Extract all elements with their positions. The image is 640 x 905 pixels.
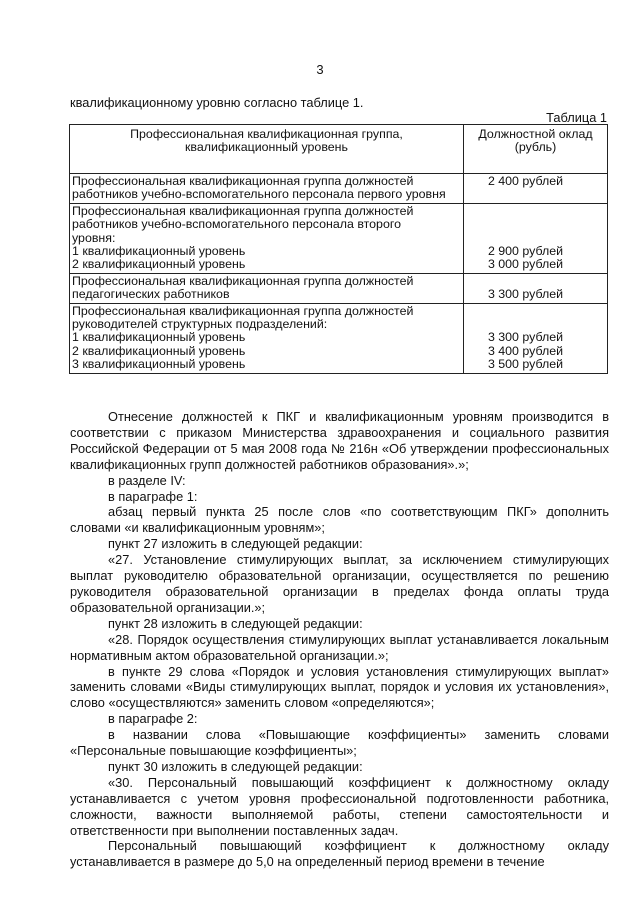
row-line: работников учебно-вспомогательного персонала второго [72,217,401,232]
row-line: работников учебно-вспомогательного персонала первого уровня [72,187,446,202]
table-row [70,174,608,204]
salary-value: 3 300 рублей [487,330,564,345]
table-row [70,203,608,273]
row-salary [464,203,608,273]
paragraph: «30. Персональный повышающий коэффициент к должностному окладу устанавливается с учетом уровня профессиональной подготовленности работника, сложности, важности выполняемой работы, степени самостоятельности и ответственности при выполнении поставленных задач. [70,774,609,838]
salary-value: 3 400 рублей [487,343,564,358]
salary-value: 2 900 рублей [487,244,564,259]
row-group [70,303,464,373]
paragraph: пункт 30 изложить в следующей редакции: [108,758,363,774]
paragraph: в параграфе 2: [108,711,198,727]
row-group [70,203,464,273]
row-line: 2 квалификационный уровень [72,343,246,358]
table-row [70,303,608,373]
row-line: 1 квалификационный уровень [72,244,246,259]
row-line: 1 квалификационный уровень [72,330,246,345]
paragraph: в названии слова «Повышающие коэффициенты» заменить словами «Персональные повышающие коэффициенты»; [70,727,609,759]
header-col1-line: Профессиональная квалификационная группа, [130,127,403,141]
row-salary [464,273,608,303]
salary-table [69,124,608,374]
paragraph: пункт 27 изложить в следующей редакции: [108,536,363,552]
row-line: Профессиональная квалификационная группа должностей [72,303,414,318]
intro-line: квалификационному уровню согласно таблице 1. [70,95,364,110]
paragraph: Отнесение должностей к ПКГ и квалификационным уровням производится в соответствии с приказом Министерства здравоохранения и социального развития Российской Федерации от 5 мая 2008 года № 216н «Об утверждении профессиональных квалификационных групп должностей работников образования».»; [70,409,609,472]
header-salary [464,125,608,174]
salary-value: 2 400 рублей [487,174,564,188]
table-header-row [70,125,608,174]
row-line: 3 квалификационный уровень [72,357,246,372]
paragraph: Персональный повышающий коэффициент к должностному окладу устанавливается в размере до 5,0 на определенный период времени в течение [70,838,609,870]
paragraph: в параграфе 1: [108,488,198,504]
header-col2-line: Должностной оклад [478,127,593,141]
row-group [70,174,464,204]
paragraph: в пункте 29 слова «Порядок и условия установления стимулирующих выплат» заменить словами «Виды стимулирующих выплат, порядок и условия их установления», слово «осуществляются» заменить словом «определяются»; [70,663,609,711]
page-number: 3 [316,62,324,77]
paragraph: абзац первый пункта 25 после слов «по соответствующим ПКГ» дополнить словами «и квалификационным уровням»; [70,504,609,536]
header-col1-line: квалификационный уровень [185,140,348,155]
paragraph: в разделе IV: [108,472,186,488]
row-line: 2 квалификационный уровень [72,257,246,272]
document-body [70,409,609,870]
row-line: педагогических работников [72,287,230,302]
row-line: Профессиональная квалификационная группа должностей [72,273,414,288]
table-caption: Таблица 1 [546,110,607,125]
salary-value: 3 000 рублей [487,257,564,272]
table-row [70,273,608,303]
salary-value: 3 500 рублей [487,357,564,372]
row-salary [464,303,608,373]
header-col2-line: (рубль) [514,140,557,155]
paragraph: пункт 28 изложить в следующей редакции: [108,615,363,631]
paragraph: «27. Установление стимулирующих выплат, за исключением стимулирующих выплат руководителю образовательной организации, осуществляется по решению руководителя образовательной организации в пределах фонда оплаты труда образовательной организации.»; [70,552,609,615]
row-line: Профессиональная квалификационная группа должностей [72,174,414,188]
header-group-level [70,125,464,174]
salary-value: 3 300 рублей [487,287,564,302]
row-line: Профессиональная квалификационная группа должностей [72,203,414,218]
paragraph: «28. Порядок осуществления стимулирующих выплат устанавливается локальным нормативным актом образовательной организации.»; [70,631,609,663]
row-line: руководителей структурных подразделений: [72,317,328,332]
row-group [70,273,464,303]
row-line: уровня: [72,230,116,245]
row-salary [464,174,608,204]
